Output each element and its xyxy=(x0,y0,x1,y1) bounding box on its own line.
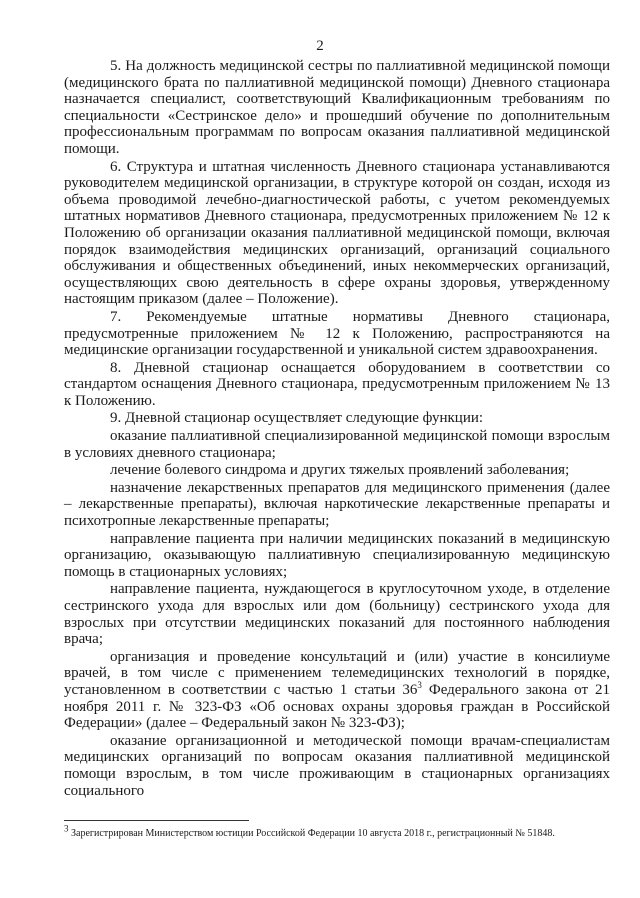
function-item: оказание паллиативной специализированной медицинской помощи взрослым в условиях дневного стационара; xyxy=(64,428,610,461)
function-item: направление пациента, нуждающегося в круглосуточном уходе, в отделение сестринского ухода для взрослых или дом (больницу) сестринского ухода для взрослых при отсутствии медицинских показаний для постоянного наблюдения врача; xyxy=(64,581,610,648)
function-item: лечение болевого синдрома и других тяжелых проявлений заболевания; xyxy=(110,462,570,479)
paragraph-8: 8. Дневной стационар оснащается оборудованием в соответствии со стандартом оснащения Дневного стационара, предусмотренным приложением № 13 к Положению. xyxy=(64,359,610,409)
footnote xyxy=(64,823,610,840)
footnote-separator xyxy=(64,820,249,821)
footnote-ref: 3 xyxy=(417,679,422,690)
function-item: назначение лекарственных препаратов для медицинского применения (далее – лекарственные препараты), включая наркотические лекарственные препараты и психотропные лекарственные препараты; xyxy=(64,479,610,530)
document-body xyxy=(64,58,610,800)
consult-text-pre: организация и проведение консультаций и (или) участие в консилиуме врачей, в том числе с применением телемедицинских технологий в порядке, установленном в соответствии с частью 1 статьи 36 xyxy=(64,648,610,698)
consult-text-post: Федерального закона от 21 ноября 2011 г. № 323-ФЗ «Об основах охраны здоровья граждан в Российской Федерации» (далее – Федеральный закон № 323-ФЗ); xyxy=(64,681,610,732)
function-item-consultations xyxy=(64,649,610,732)
paragraph-9: 9. Дневной стационар осуществляет следующие функции: xyxy=(110,410,484,427)
paragraph-7: 7. Рекомендуемые штатные нормативы Дневного стационара, предусмотренные приложением № 12 к Положению, распространяются на медицинские организации государственной и уникальной систем здравоохранения. xyxy=(64,308,610,359)
footnote-text: Зарегистрирован Министерством юстиции Российской Федерации 10 августа 2018 г., регистрационный № 51848. xyxy=(68,828,555,839)
function-item: оказание организационной и методической помощи врачам-специалистам медицинских организаций по вопросам оказания паллиативной медицинской помощи взрослым, в том числе проживающим в стационарных организациях социального xyxy=(64,732,610,799)
paragraph-6: 6. Структура и штатная численность Дневного стационара устанавливаются руководителем медицинской организации, в структуре которой он создан, исходя из объема проводимой лечебно-диагностической работы, с учетом рекомендуемых штатных нормативов Дневного стационара, предусмотренных приложением № 12 к Положению об организации оказания паллиативной медицинской помощи, включая порядок взаимодействия медицинских организаций, организаций социального обслуживания и общественных объединений, иных некоммерческих организаций, осуществляющих свою деятельность в сфере охраны здоровья, утвержденному настоящим приказом (далее – Положение). xyxy=(64,158,610,308)
function-item: направление пациента при наличии медицинских показаний в медицинскую организацию, оказывающую паллиативную специализированную медицинскую помощь в стационарных условиях; xyxy=(64,530,610,580)
footnote-mark: 3 xyxy=(64,823,69,834)
paragraph-5: 5. На должность медицинской сестры по паллиативной медицинской помощи (медицинского брата по паллиативной медицинской помощи) Дневного стационара назначается специалист, соответствующий Квалификационным требованиям по специальности «Сестринское дело» и прошедший обучение по дополнительным профессиональным программам по вопросам оказания паллиативной медицинской помощи. xyxy=(64,58,610,157)
page-number: 2 xyxy=(316,38,324,54)
